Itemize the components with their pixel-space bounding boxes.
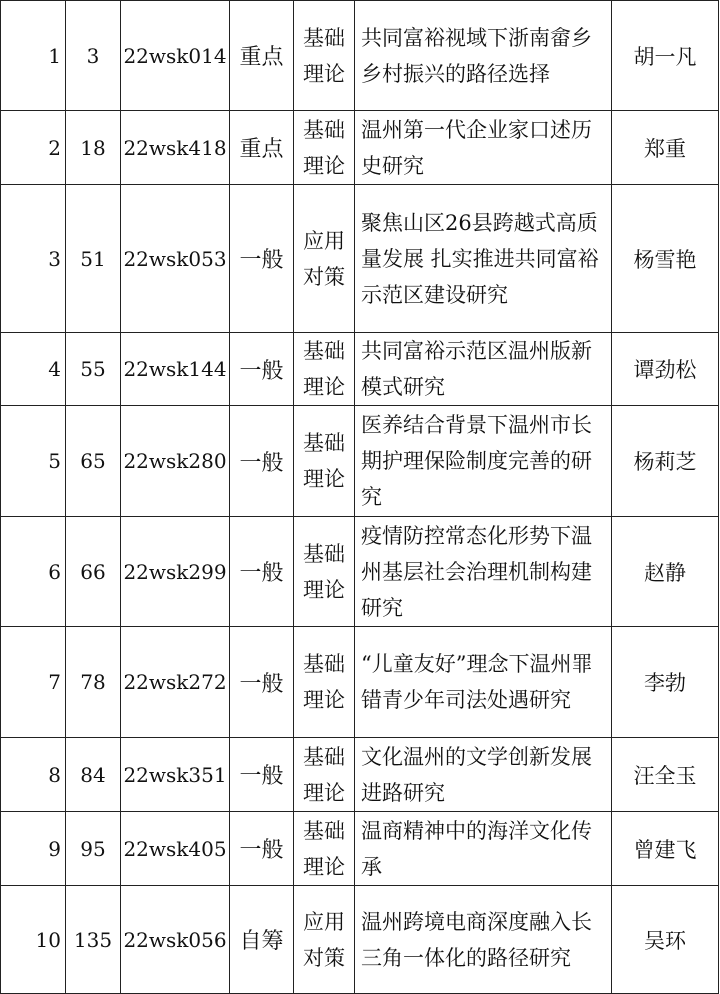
cell-code: 22wsk405 bbox=[121, 812, 230, 886]
cell-no: 4 bbox=[1, 333, 66, 406]
cell-type bbox=[294, 812, 355, 886]
cell-type bbox=[294, 111, 355, 185]
cell-title: 文化温州的文学创新发展进路研究 bbox=[355, 738, 612, 812]
cell-id: 66 bbox=[66, 517, 121, 627]
cell-level: 一般 bbox=[230, 812, 294, 886]
cell-id: 65 bbox=[66, 406, 121, 517]
type-text: 基础理论 bbox=[303, 818, 345, 879]
cell-no: 8 bbox=[1, 738, 66, 812]
cell-name: 杨雪艳 bbox=[612, 185, 719, 333]
type-text: 应用对策 bbox=[303, 228, 345, 289]
cell-code: 22wsk299 bbox=[121, 517, 230, 627]
cell-no: 6 bbox=[1, 517, 66, 627]
cell-no: 7 bbox=[1, 627, 66, 738]
table-row bbox=[1, 627, 719, 738]
cell-name: 吴环 bbox=[612, 886, 719, 994]
cell-level: 一般 bbox=[230, 333, 294, 406]
cell-level: 重点 bbox=[230, 1, 294, 111]
cell-no: 2 bbox=[1, 111, 66, 185]
cell-no: 9 bbox=[1, 812, 66, 886]
cell-code: 22wsk280 bbox=[121, 406, 230, 517]
cell-type bbox=[294, 517, 355, 627]
cell-title: “儿童友好”理念下温州罪错青少年司法处遇研究 bbox=[355, 627, 612, 738]
cell-code: 22wsk351 bbox=[121, 738, 230, 812]
type-text: 基础理论 bbox=[303, 541, 345, 602]
cell-type bbox=[294, 738, 355, 812]
type-text: 应用对策 bbox=[303, 909, 345, 970]
cell-id: 3 bbox=[66, 1, 121, 111]
table-row bbox=[1, 517, 719, 627]
cell-level: 一般 bbox=[230, 738, 294, 812]
cell-name: 杨莉芝 bbox=[612, 406, 719, 517]
cell-id: 84 bbox=[66, 738, 121, 812]
cell-no: 1 bbox=[1, 1, 66, 111]
type-text: 基础理论 bbox=[303, 25, 345, 86]
cell-title: 温州跨境电商深度融入长三角一体化的路径研究 bbox=[355, 886, 612, 994]
type-text: 基础理论 bbox=[303, 117, 345, 178]
cell-level: 一般 bbox=[230, 517, 294, 627]
table-row bbox=[1, 406, 719, 517]
cell-name: 赵静 bbox=[612, 517, 719, 627]
cell-name: 郑重 bbox=[612, 111, 719, 185]
table-row bbox=[1, 111, 719, 185]
cell-level: 一般 bbox=[230, 627, 294, 738]
cell-type bbox=[294, 185, 355, 333]
cell-code: 22wsk053 bbox=[121, 185, 230, 333]
cell-no: 10 bbox=[1, 886, 66, 994]
cell-level: 一般 bbox=[230, 185, 294, 333]
cell-id: 55 bbox=[66, 333, 121, 406]
type-text: 基础理论 bbox=[303, 744, 345, 805]
cell-no: 3 bbox=[1, 185, 66, 333]
cell-type bbox=[294, 886, 355, 994]
cell-no: 5 bbox=[1, 406, 66, 517]
cell-title: 共同富裕示范区温州版新模式研究 bbox=[355, 333, 612, 406]
table-row bbox=[1, 333, 719, 406]
cell-name: 谭劲松 bbox=[612, 333, 719, 406]
cell-code: 22wsk056 bbox=[121, 886, 230, 994]
type-text: 基础理论 bbox=[303, 431, 345, 491]
cell-level: 一般 bbox=[230, 406, 294, 517]
cell-id: 18 bbox=[66, 111, 121, 185]
cell-id: 78 bbox=[66, 627, 121, 738]
type-text: 基础理论 bbox=[303, 339, 345, 399]
cell-level: 重点 bbox=[230, 111, 294, 185]
cell-code: 22wsk418 bbox=[121, 111, 230, 185]
type-text: 基础理论 bbox=[303, 652, 345, 712]
cell-id: 95 bbox=[66, 812, 121, 886]
cell-code: 22wsk014 bbox=[121, 1, 230, 111]
cell-name: 汪全玉 bbox=[612, 738, 719, 812]
table-row bbox=[1, 812, 719, 886]
cell-id: 51 bbox=[66, 185, 121, 333]
cell-code: 22wsk144 bbox=[121, 333, 230, 406]
cell-title: 温商精神中的海洋文化传承 bbox=[355, 812, 612, 886]
cell-title: 温州第一代企业家口述历史研究 bbox=[355, 111, 612, 185]
cell-level: 自筹 bbox=[230, 886, 294, 994]
cell-id: 135 bbox=[66, 886, 121, 994]
cell-name: 胡一凡 bbox=[612, 1, 719, 111]
table-row bbox=[1, 1, 719, 111]
cell-name: 曾建飞 bbox=[612, 812, 719, 886]
cell-title: 聚焦山区26县跨越式高质量发展 扎实推进共同富裕示范区建设研究 bbox=[355, 185, 612, 333]
cell-code: 22wsk272 bbox=[121, 627, 230, 738]
cell-type bbox=[294, 627, 355, 738]
table-row bbox=[1, 185, 719, 333]
table-row bbox=[1, 738, 719, 812]
cell-title: 医养结合背景下温州市长期护理保险制度完善的研究 bbox=[355, 406, 612, 517]
cell-type bbox=[294, 406, 355, 517]
table-row bbox=[1, 886, 719, 994]
cell-title: 共同富裕视域下浙南畲乡乡村振兴的路径选择 bbox=[355, 1, 612, 111]
cell-type bbox=[294, 1, 355, 111]
cell-title: 疫情防控常态化形势下温州基层社会治理机制构建研究 bbox=[355, 517, 612, 627]
cell-name: 李勃 bbox=[612, 627, 719, 738]
cell-type bbox=[294, 333, 355, 406]
